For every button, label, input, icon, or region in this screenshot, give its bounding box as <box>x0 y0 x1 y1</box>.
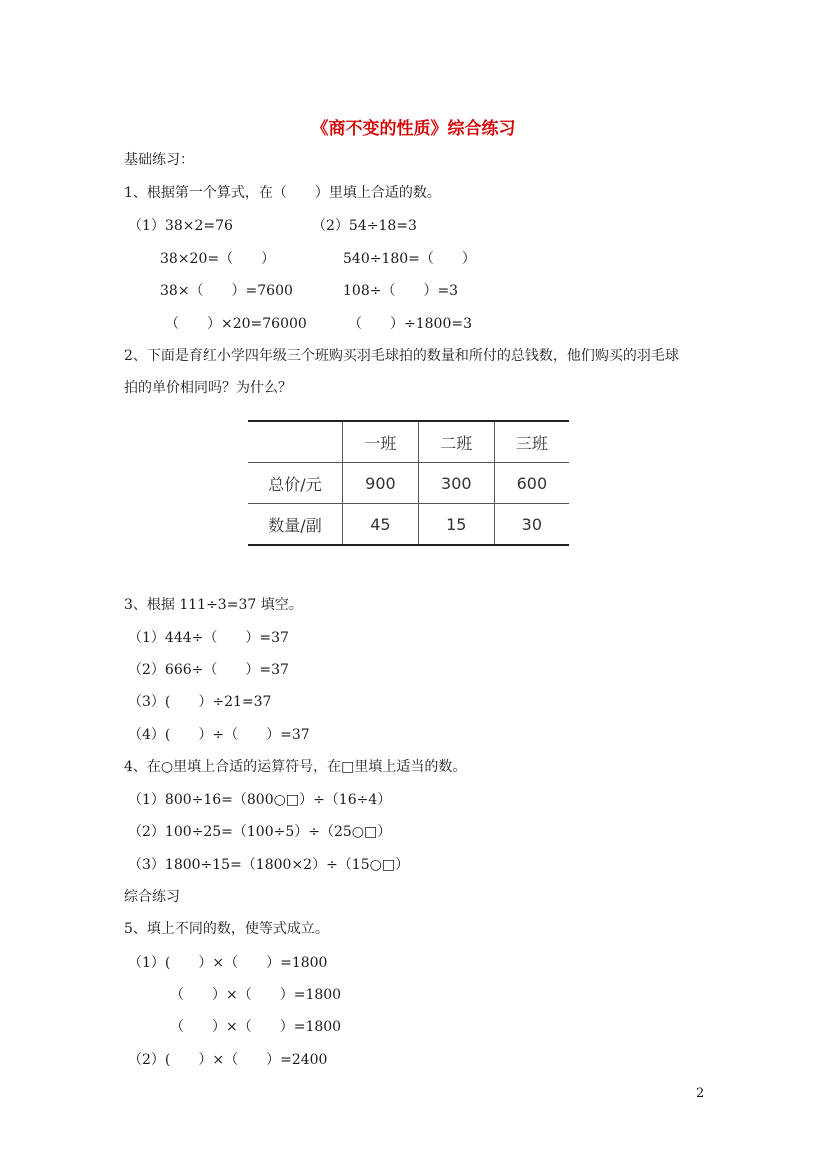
question-3-stem: 3、根据 111÷3=37 填空。 <box>124 597 303 613</box>
page-number: 2 <box>696 1086 705 1101</box>
table-cell: 数量/副 <box>248 504 343 546</box>
question-1-right-3: 108÷（ ）=3 <box>343 283 459 299</box>
question-1-stem: 1、根据第一个算式，在（ ）里填上合适的数。 <box>124 185 441 201</box>
question-4-item-3: （3）1800÷15=（1800×2）÷（15○□） <box>128 857 410 873</box>
table-header-cell <box>248 421 343 463</box>
question-4-item-2: （2）100÷25=（100÷5）÷（25○□） <box>128 824 392 840</box>
table-cell: 30 <box>494 504 569 546</box>
table-row <box>248 504 569 546</box>
table-cell: 600 <box>494 463 569 504</box>
table-cell: 总价/元 <box>248 463 343 504</box>
question-1-left-3: 38×（ ）=7600 <box>160 283 293 299</box>
table-header-cell: 二班 <box>418 421 494 463</box>
question-1-right-2: 540÷180=（ ） <box>343 251 476 267</box>
table-header-cell: 一班 <box>343 421 419 463</box>
table-header-cell: 三班 <box>515 433 548 453</box>
question-5-item-1: （1）( ）×（ ）=1800 <box>128 955 328 971</box>
table-cell: 15 <box>418 504 494 546</box>
question-3-item-3: （3）( ）÷21=37 <box>128 694 272 710</box>
worksheet-title: 《商不变的性质》综合练习 <box>311 119 516 139</box>
section-basic-heading: 基础练习： <box>124 152 194 168</box>
question-2-line-1: 2、下面是育红小学四年级三个班购买羽毛球拍的数量和所付的总钱数，他们购买的羽毛球 <box>124 348 679 364</box>
question-4-item-1: （1）800÷16=（800○□）÷（16÷4） <box>128 792 392 808</box>
question-1-right-1: （2）54÷18=3 <box>312 218 417 234</box>
table-row <box>248 463 569 504</box>
question-5-item-4: （2）( ）×（ ）=2400 <box>128 1052 328 1068</box>
question-1-left-4: （ ）×20=76000 <box>165 316 307 332</box>
table-cell: 45 <box>343 504 419 546</box>
question-5-item-2: （ ）×（ ）=1800 <box>170 987 342 1003</box>
question-5-stem: 5、填上不同的数，使等式成立。 <box>124 921 329 937</box>
table-cell: 300 <box>418 463 494 504</box>
question-3-item-4: （4）( ）÷（ ）=37 <box>128 727 310 743</box>
table-cell: 900 <box>343 463 419 504</box>
question-1-left-2: 38×20=（ ） <box>160 251 276 267</box>
section-comprehensive-heading: 综合练习 <box>124 889 180 905</box>
question-3-item-2: （2）666÷（ ）=37 <box>128 662 289 678</box>
question-2-line-2: 拍的单价相同吗？为什么？ <box>124 380 292 396</box>
question-5-item-3: （ ）×（ ）=1800 <box>170 1019 342 1035</box>
question-1-left-1: （1）38×2=76 <box>128 218 233 234</box>
table-header-row <box>248 421 569 463</box>
question-4-stem: 4、在○里填上合适的运算符号，在□里填上适当的数。 <box>124 759 467 775</box>
question-3-item-1: （1）444÷（ ）=37 <box>128 630 289 646</box>
question-1-right-4: （ ）÷1800=3 <box>348 316 472 332</box>
price-table <box>248 420 569 546</box>
